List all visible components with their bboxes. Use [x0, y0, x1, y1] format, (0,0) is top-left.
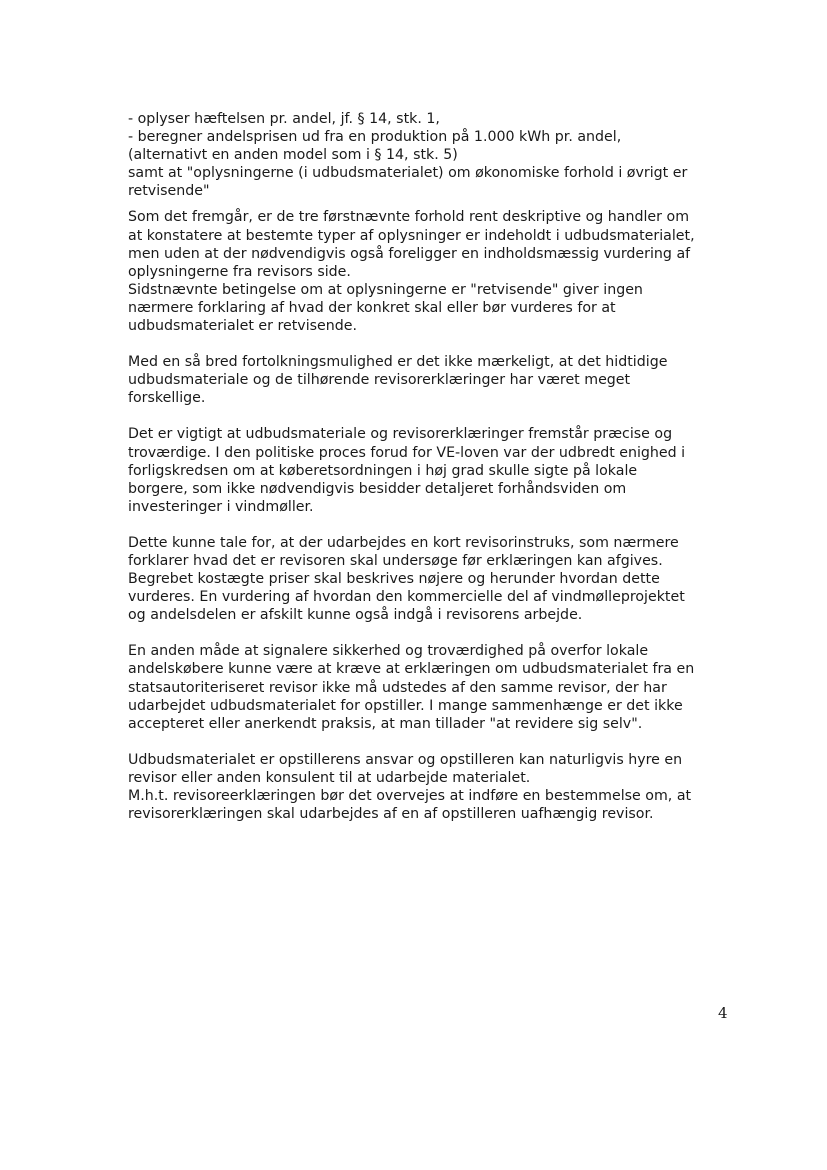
text-line: Sidstnævnte betingelse om at oplysningerne er "retvisende" giver ingen: [128, 281, 643, 298]
text-line: forskellige.: [128, 390, 206, 407]
text-line: - beregner andelsprisen ud fra en produktion på 1.000 kWh pr. andel,: [128, 129, 622, 146]
text-line: udbudsmaterialet er retvisende.: [128, 318, 357, 335]
text-line: vurderes. En vurdering af hvordan den kommercielle del af vindmølleprojektet: [128, 589, 685, 606]
text-line: oplysningerne fra revisors side.: [128, 263, 351, 280]
text-line: (alternativt en anden model som i § 14, stk. 5): [128, 147, 458, 164]
paragraph-interpretation: [128, 353, 728, 407]
text-line: Som det fremgår, er de tre førstnævnte forhold rent deskriptive og handler om: [128, 209, 690, 226]
paragraph-auditor-instructions: [128, 534, 728, 624]
paragraph-responsibility: [128, 751, 728, 823]
text-line: Dette kunne tale for, at der udarbejdes en kort revisorinstruks, som nærmere: [128, 534, 679, 551]
text-line: men uden at der nødvendigvis også foreligger en indholdsmæssig vurdering af: [128, 245, 691, 262]
text-line: revisorerklæringen skal udarbejdes af en af opstilleren uafhængig revisor.: [128, 806, 654, 823]
text-line: udbudsmateriale og de tilhørende revisorerklæringer har været meget: [128, 372, 631, 389]
text-line: Udbudsmaterialet er opstillerens ansvar og opstilleren kan naturligvis hyre en: [128, 751, 683, 768]
text-line: og andelsdelen er afskilt kunne også indgå i revisorens arbejde.: [128, 607, 583, 624]
text-line: at konstatere at bestemte typer af oplysninger er indeholdt i udbudsmaterialet,: [128, 227, 695, 244]
text-line: accepteret eller anerkendt praksis, at man tillader "at revidere sig selv".: [128, 715, 643, 732]
text-line: samt at "oplysningerne (i udbudsmaterialet) om økonomiske forhold i øvrigt er: [128, 165, 688, 182]
text-line: udarbejdet udbudsmaterialet for opstiller. I mange sammenhænge er det ikke: [128, 697, 683, 714]
text-line: forligskredsen om at køberetsordningen i høj grad skulle sigte på lokale: [128, 462, 638, 479]
page-number: 4: [718, 1004, 728, 1022]
text-line: investeringer i vindmøller.: [128, 498, 314, 515]
text-line: borgere, som ikke nødvendigvis besidder detaljeret forhåndsviden om: [128, 480, 627, 497]
text-line: troværdige. I den politiske proces forud for VE-loven var der udbredt enighed i: [128, 444, 686, 461]
text-line: Med en så bred fortolkningsmulighed er det ikke mærkeligt, at det hidtidige: [128, 354, 668, 371]
text-line: forklarer hvad det er revisoren skal undersøge før erklæringen kan afgives.: [128, 552, 663, 569]
paragraph-requirements: [128, 110, 728, 200]
text-line: nærmere forklaring af hvad der konkret skal eller bør vurderes for at: [128, 299, 616, 316]
text-line: revisor eller anden konsulent til at udarbejde materialet.: [128, 769, 531, 786]
text-line: retvisende": [128, 183, 210, 200]
text-line: Det er vigtigt at udbudsmateriale og revisorerklæringer fremstår præcise og: [128, 426, 673, 443]
text-line: - oplyser hæftelsen pr. andel, jf. § 14, stk. 1,: [128, 111, 440, 127]
paragraph-assessment: [128, 208, 728, 335]
paragraph-independence: [128, 642, 728, 732]
text-line: En anden måde at signalere sikkerhed og troværdighed på overfor lokale: [128, 643, 649, 660]
text-line: M.h.t. revisoreerklæringen bør det overvejes at indføre en bestemmelse om, at: [128, 788, 692, 804]
text-line: statsautoriteriseret revisor ikke må udstedes af den samme revisor, der har: [128, 679, 667, 696]
paragraph-credibility: [128, 425, 728, 515]
document-body: [128, 110, 728, 823]
text-line: Begrebet kostægte priser skal beskrives nøjere og herunder hvordan dette: [128, 571, 660, 588]
text-line: andelskøbere kunne være at kræve at erklæringen om udbudsmaterialet fra en: [128, 661, 695, 678]
